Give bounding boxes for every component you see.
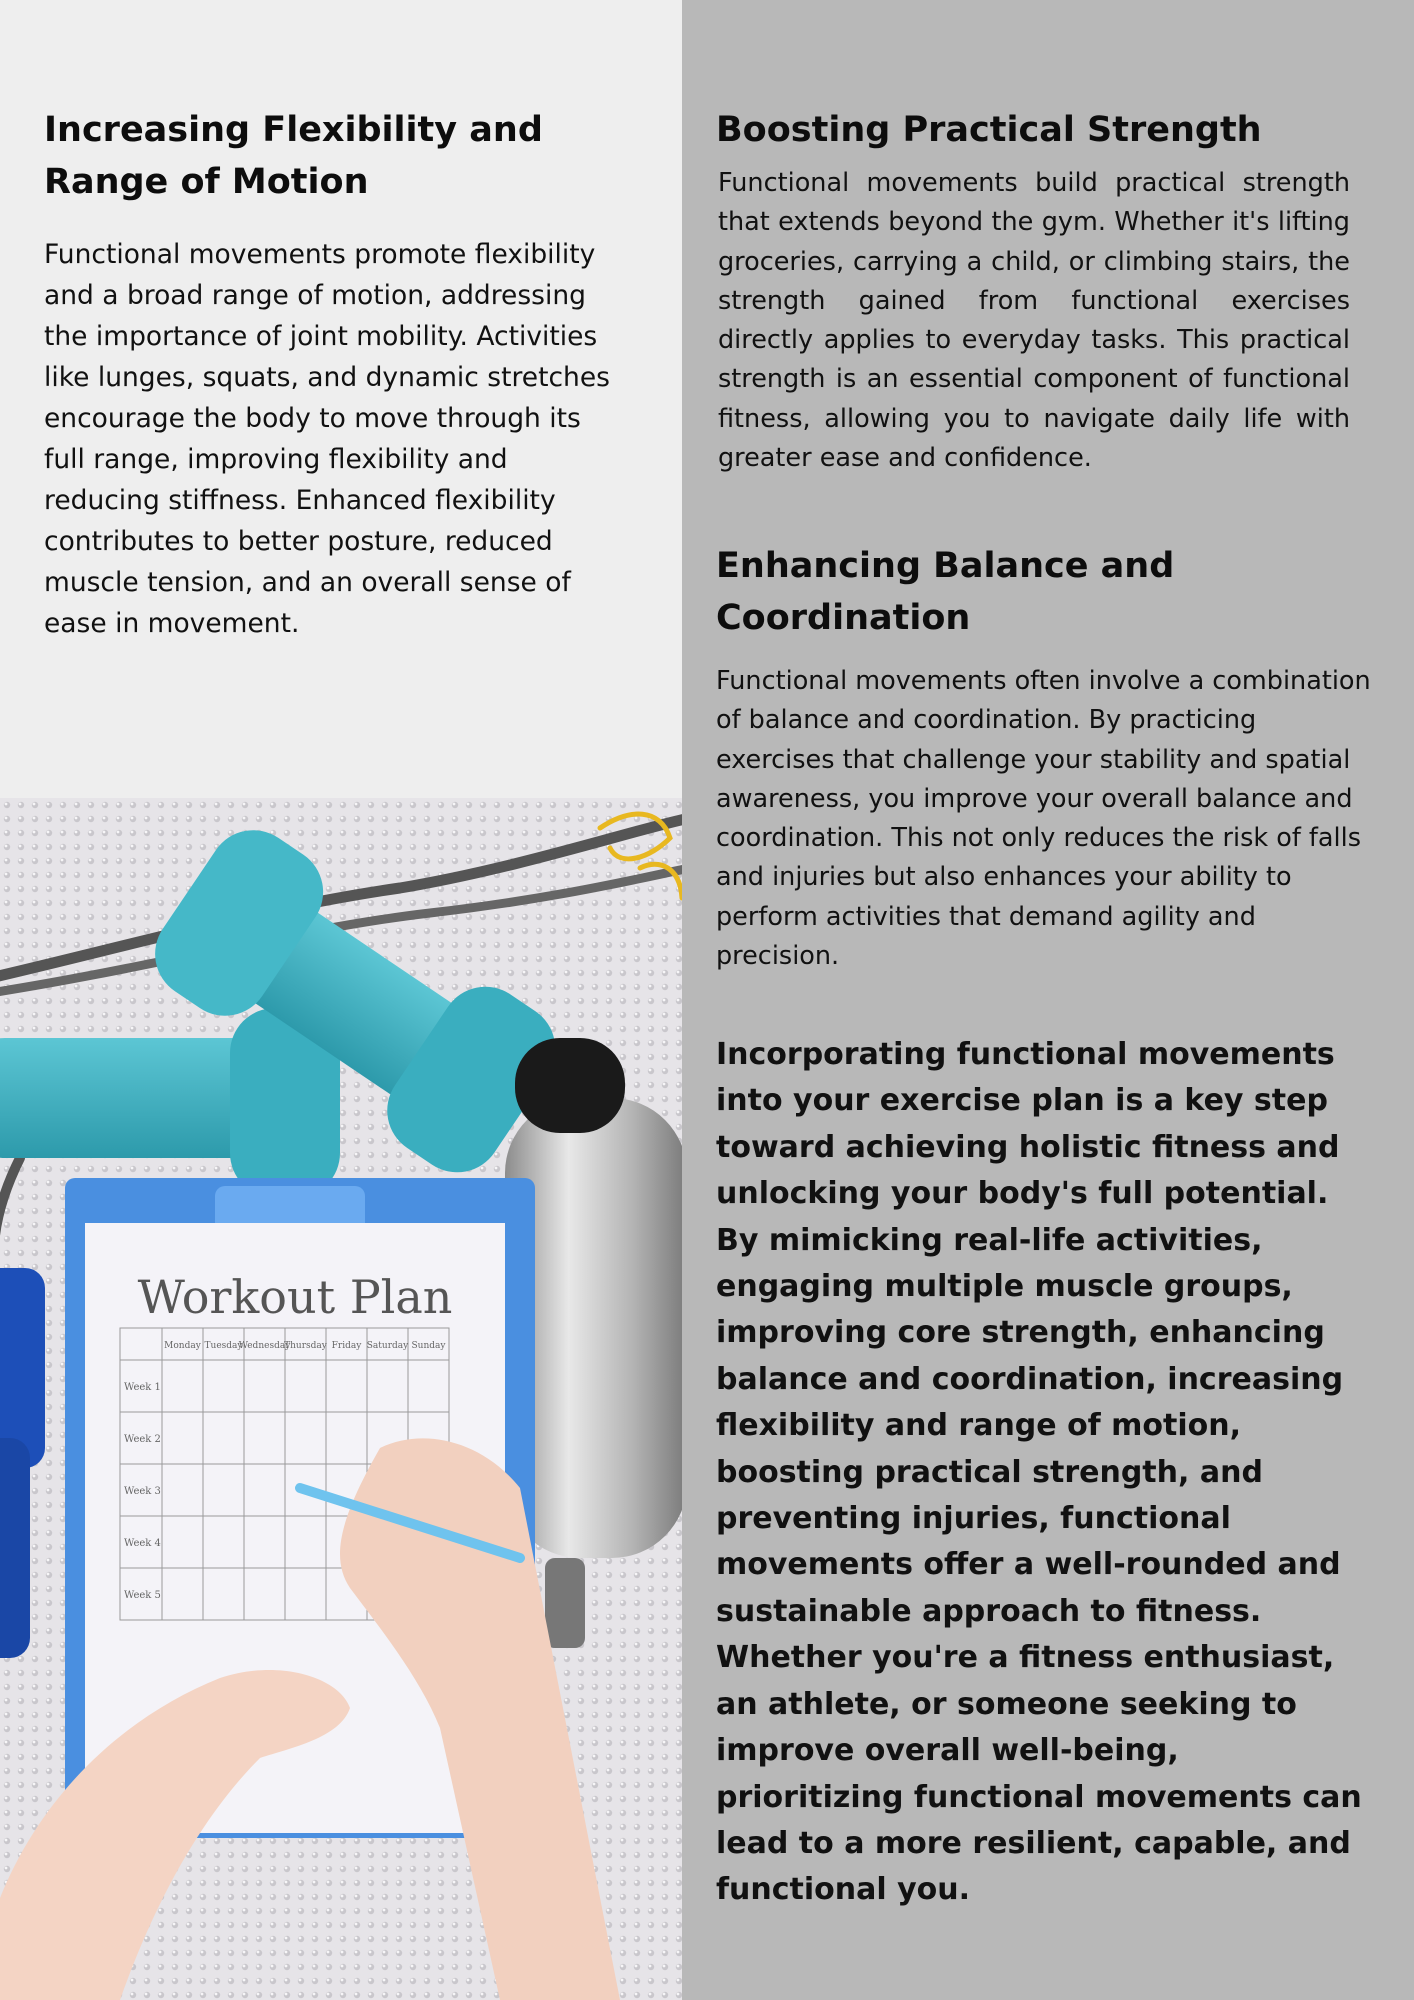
flexibility-paragraph: Functional movements promote flexibility and a broad range of motion, addressing the importance of joint mobility. Activities like lunges, squats, and dynamic stretches encourage the body to move through its full range, improving flexibility and reducing stiffness. Enhanced flexibility contributes to better posture, reduced muscle tension, and an overall sense of ease in movement. [44, 239, 610, 639]
plan-day-label: Monday [164, 1341, 201, 1351]
balance-paragraph: Functional movements often involve a combination of balance and coordination. By practicing exercises that challenge your stability and spatial awareness, you improve your overall balance and coordination. This not only reduces the risk of falls and injuries but also enhances your ability to perform activities that demand agility and precision. [716, 666, 1371, 972]
workout-photo [0, 798, 682, 2000]
conclusion-paragraph: Incorporating functional movements into your exercise plan is a key step toward achieving holistic fitness and unlocking your body's full potential. By mimicking real-life activities, engaging multiple muscle groups, improving core strength, enhancing balance and coordination, increasing flexibility and range of motion, boosting practical strength, and preventing injuries, functional movements offer a well-rounded and sustainable approach to fitness. Whether you're a fitness enthusiast, an athlete, or someone seeking to improve overall well-being, prioritizing functional movements can lead to a more resilient, capable, and functional you. [716, 1037, 1362, 1908]
strength-paragraph: Functional movements build practical strength that extends beyond the gym. Whether it's lifting groceries, carrying a child, or climbing stairs, the strength gained from functional exercises directly applies to everyday tasks. This practical strength is an essential component of functional fitness, allowing you to navigate daily life with greater ease and confidence. [718, 168, 1350, 474]
plan-day-label: Sunday [411, 1341, 446, 1351]
plan-week-label: Week 2 [124, 1434, 161, 1445]
plan-day-label: Wednesday [238, 1341, 291, 1351]
plan-title: Workout Plan [137, 1270, 453, 1324]
flexibility-heading: Increasing Flexibility and Range of Motion [44, 110, 543, 202]
balance-heading: Enhancing Balance and Coordination [716, 546, 1175, 638]
plan-week-label: Week 4 [124, 1538, 161, 1549]
plan-day-label: Friday [331, 1341, 362, 1351]
plan-day-label: Thursday [284, 1341, 327, 1351]
plan-week-label: Week 5 [124, 1590, 161, 1601]
plan-week-label: Week 3 [124, 1486, 161, 1497]
rope-handle [0, 1438, 30, 1658]
plan-day-label: Tuesday [204, 1341, 243, 1351]
plan-day-label: Saturday [366, 1341, 409, 1351]
strength-heading: Boosting Practical Strength [716, 110, 1262, 150]
plan-week-label: Week 1 [124, 1382, 161, 1393]
